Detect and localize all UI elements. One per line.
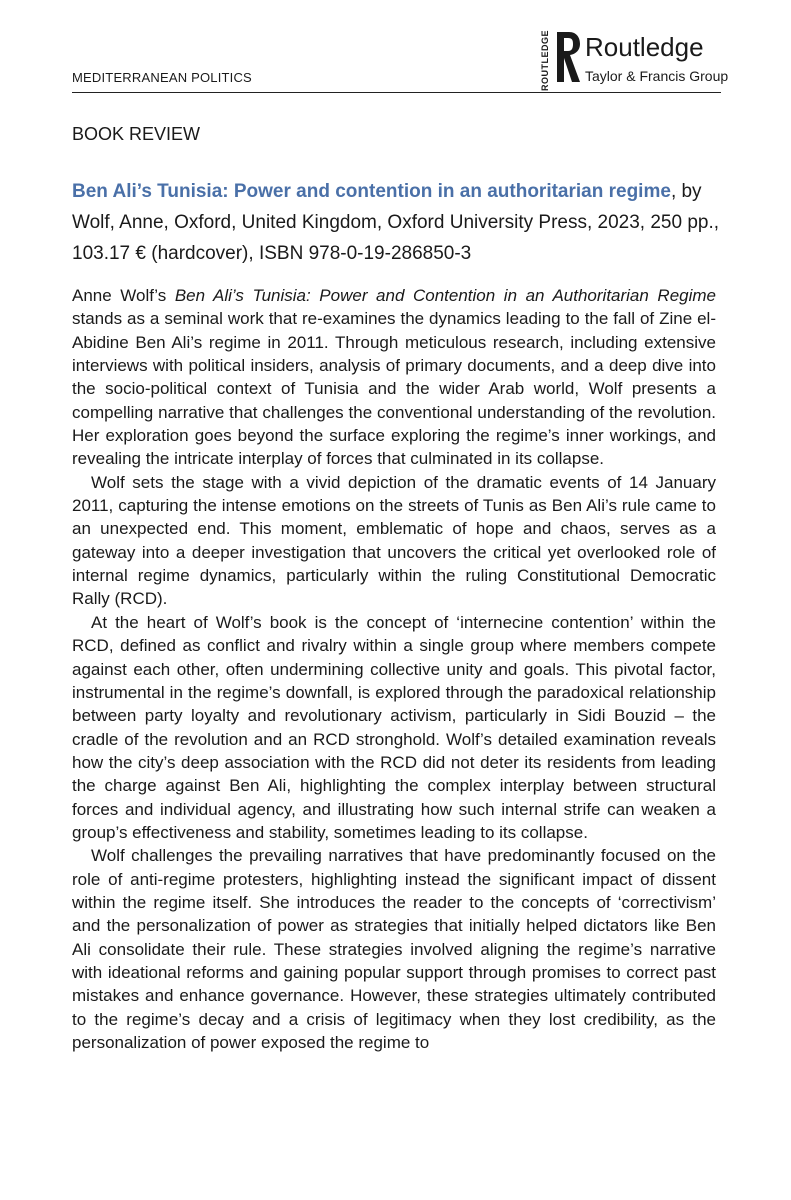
book-citation [72, 176, 732, 269]
logo-vertical-text: ROUTLEDGE [540, 30, 550, 92]
paragraph [72, 284, 716, 471]
publisher-logo [540, 28, 730, 92]
journal-name: MEDITERRANEAN POLITICS [72, 70, 252, 85]
paragraph-text: stands as a seminal work that re-examines the dynamics leading to the fall of Zine el-Abidine Ben Ali’s regime in 2011. Through meticulous research, including extensive interviews with political insiders, analysis of primary documents, and a deep dive into the socio-political context of Tunisia and the wider Arab world, Wolf presents a compelling narrative that challenges the conventional understanding of the revolution. Her exploration goes beyond the surface exploring the regime’s inner workings, and revealing the intricate interplay of forces that culminated in its collapse. [72, 309, 716, 469]
section-label: BOOK REVIEW [72, 124, 201, 144]
logo-brand: Routledge [585, 32, 704, 62]
paragraph: Wolf challenges the prevailing narratives that have predominantly focused on the role of anti-regime protesters, highlighting instead the significant impact of dissent within the regime itself. She introduces the reader to the concepts of ‘correctivism’ and the personalization of power as strategies that initially helped dictators like Ben Ali consolidate their rule. These strategies involved aligning the regime’s narrative with ideational reforms and gaining popular support through promises to correct past mistakes and enhance governance. However, these strategies ultimately contributed to the regime’s decay and a crisis of legitimacy when they lost credibility, as the personalization of power exposed the regime to [72, 846, 716, 1052]
logo-group: Taylor & Francis Group [585, 68, 729, 84]
routledge-r-logo-icon [553, 30, 581, 84]
paragraph-lead: Anne Wolf’s [72, 286, 175, 305]
italic-book-title: Ben Ali’s Tunisia: Power and Contention in an Authoritarian Regime [174, 286, 716, 305]
citation-details: , by Wolf, Anne, Oxford, United Kingdom, Oxford University Press, 2023, 250 pp., 103.17 € (hardcover), ISBN 978-0-19-286850-3 [72, 181, 720, 264]
paragraph: At the heart of Wolf’s book is the concept of ‘internecine contention’ within the RCD, defined as conflict and rivalry within a single group where members compete against each other, often undermining collective unity and goals. This pivotal factor, instrumental in the regime’s downfall, is explored through the paradoxical relationship between party loyalty and revolutionary activism, particularly in Sidi Bouzid – the cradle of the revolution and an RCD stronghold. Wolf’s detailed examination reveals how the city’s deep association with the RCD did not deter its residents from leading the charge against Ben Ali, highlighting the complex interplay between structural forces and individual agency, and illustrating how such internal strife can weaken a group’s effectiveness and stability, sometimes leading to its collapse. [72, 612, 716, 842]
book-title: Ben Ali’s Tunisia: Power and contention in an authoritarian regime [72, 181, 671, 202]
review-body [72, 284, 716, 1054]
page-header [0, 0, 791, 100]
paragraph: Wolf sets the stage with a vivid depiction of the dramatic events of 14 January 2011, capturing the intense emotions on the streets of Tunis as Ben Ali’s rule came to an unexpected end. This moment, emblematic of hope and chaos, serves as a gateway into a deeper investigation that uncovers the critical yet overlooked role of internal regime dynamics, particularly within the ruling Constitutional Democratic Rally (RCD). [72, 472, 716, 609]
header-rule [72, 92, 721, 93]
